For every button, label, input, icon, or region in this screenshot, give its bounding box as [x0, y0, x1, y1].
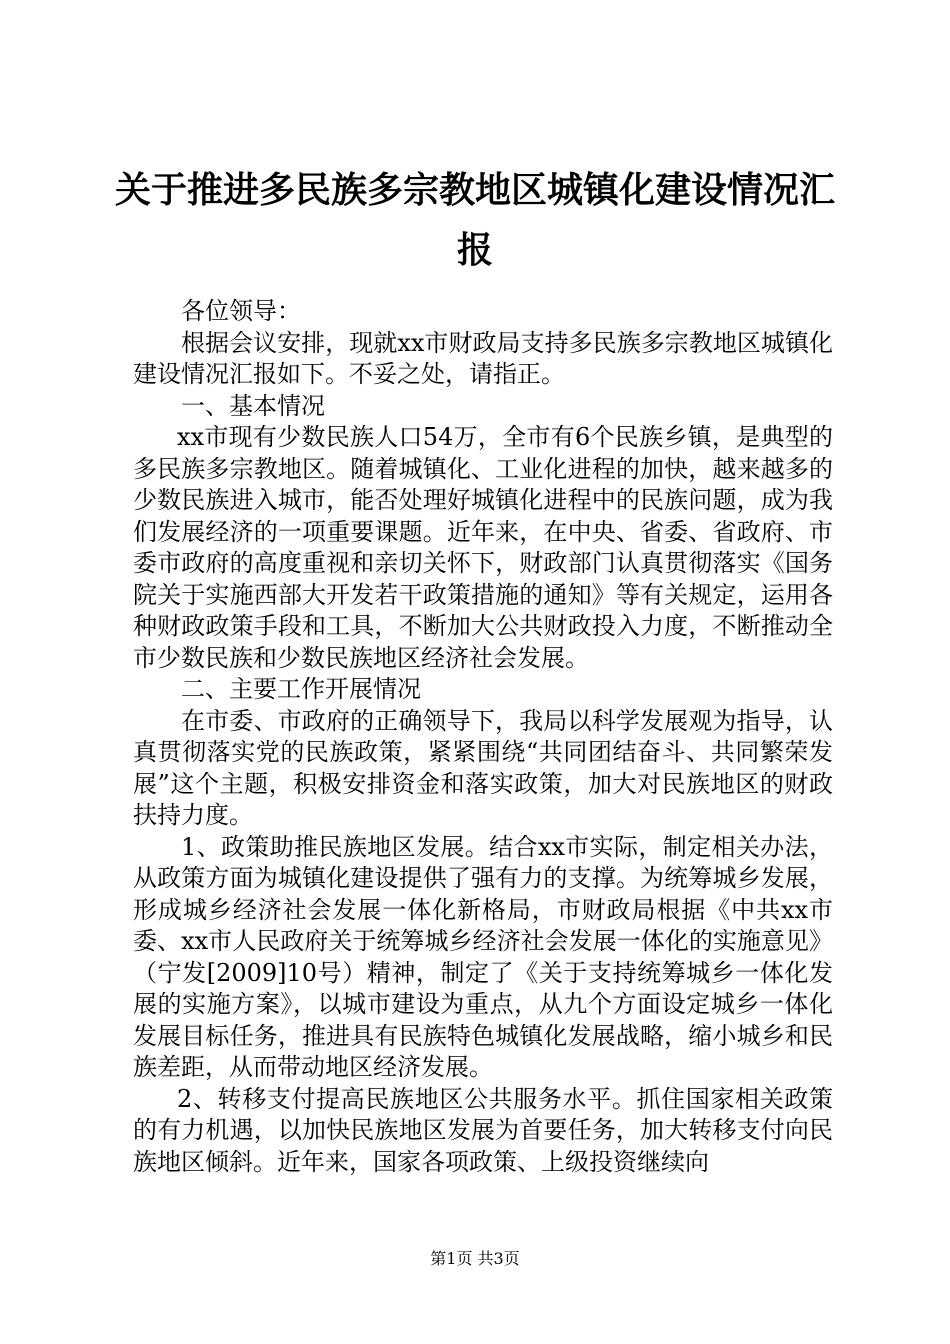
- intro-paragraph: 根据会议安排，现就xx市财政局支持多民族多宗教地区城镇化建设情况汇报如下。不妥之处，请指正。: [133, 328, 833, 388]
- page-footer: 第1页 共3页: [430, 1249, 520, 1268]
- salutation: 各位领导：: [181, 297, 301, 325]
- main-work-paragraph: 在市委、市政府的正确领导下，我局以科学发展观为指导，认真贯彻落实党的民族政策，紧紧围绕“共同团结奋斗、共同繁荣发展”这个主题，积极安排资金和落实政策，加大对民族地区的财政扶持力度。: [133, 706, 833, 829]
- document-title: 关于推进多民族多宗教地区城镇化建设情况汇报: [114, 169, 835, 271]
- transfer-payment-paragraph: 2、转移支付提高民族地区公共服务水平。抓住国家相关政策的有力机遇，以加快民族地区发展为首要任务，加大转移支付向民族地区倾斜。近年来，国家各项政策、上级投资继续向: [133, 1084, 833, 1176]
- section-heading-main-work: 二、主要工作开展情况: [181, 675, 421, 703]
- policy-paragraph: 1、政策助推民族地区发展。结合xx市实际，制定相关办法，从政策方面为城镇化建设提供了强有力的支撑。为统筹城乡发展，形成城乡经济社会发展一体化新格局，市财政局根据《中共xx市委、xx市人民政府关于统筹城乡经济社会发展一体化的实施意见》（宁发[2009]10号）精神，制定了《关于支持统筹城乡一体化发展的实施方案》，以城市建设为重点，从九个方面设定城乡一体化发展目标任务，推进具有民族特色城镇化发展战略，缩小城乡和民族差距，从而带动地区经济发展。: [133, 832, 833, 1081]
- document-body: [133, 296, 833, 1178]
- basic-situation-paragraph: xx市现有少数民族人口54万，全市有6个民族乡镇，是典型的多民族多宗教地区。随着城镇化、工业化进程的加快，越来越多的少数民族进入城市，能否处理好城镇化进程中的民族问题，成为我们发展经济的一项重要课题。近年来，在中央、省委、省政府、市委市政府的高度重视和亲切关怀下，财政部门认真贯彻落实《国务院关于实施西部大开发若干政策措施的通知》等有关规定，运用各种财政政策手段和工具，不断加大公共财政投入力度，不断推动全市少数民族和少数民族地区经济社会发展。: [133, 423, 833, 672]
- section-heading-basic-situation: 一、基本情况: [181, 391, 325, 420]
